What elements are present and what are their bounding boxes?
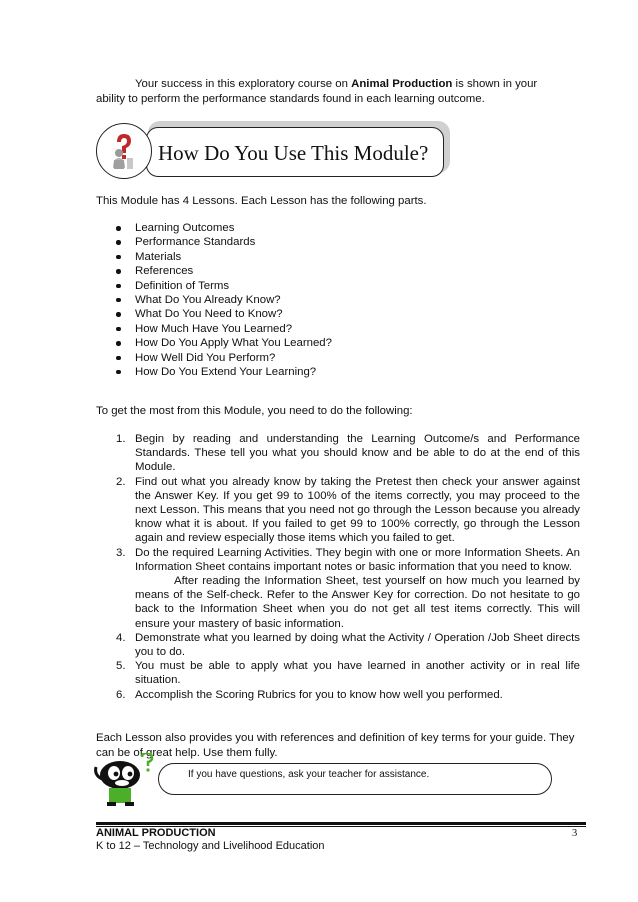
step-item xyxy=(96,659,580,687)
bullet-icon xyxy=(116,226,121,231)
step-number: 1. xyxy=(116,433,126,445)
bullet-icon xyxy=(116,341,121,346)
step-item xyxy=(96,475,580,546)
intro-paragraph xyxy=(96,77,556,107)
bullet-icon xyxy=(116,269,121,274)
footer-title: ANIMAL PRODUCTION xyxy=(96,827,216,839)
step-text: You must be able to apply what you have learned in another activity or in real life situation. xyxy=(135,660,580,687)
list-item-label: How Do You Apply What You Learned? xyxy=(135,337,332,350)
list-item xyxy=(96,307,496,321)
list-item xyxy=(96,250,496,264)
bullet-icon xyxy=(116,240,121,245)
banner-icon-circle xyxy=(96,123,152,179)
footer-rule-thick xyxy=(96,822,586,825)
list-item-label: What Do You Need to Know? xyxy=(135,308,283,321)
step-number: 6. xyxy=(116,688,126,701)
list-item xyxy=(96,221,496,235)
step-text: Accomplish the Scoring Rubrics for you to know how well you performed. xyxy=(135,688,503,701)
bullet-icon xyxy=(116,370,121,375)
list-item-label: What Do You Already Know? xyxy=(135,293,281,306)
bullet-icon xyxy=(116,312,121,317)
bullet-icon xyxy=(116,255,121,260)
callout-text: If you have questions, ask your teacher for assistance. xyxy=(188,769,430,780)
list-item-label: References xyxy=(135,265,194,278)
step-item xyxy=(96,631,580,659)
thinking-character-icon xyxy=(92,753,162,809)
step-number: 4. xyxy=(116,631,126,644)
intro-text-before: Your success in this exploratory course on xyxy=(135,78,352,90)
bullet-icon xyxy=(116,284,121,289)
steps-list xyxy=(96,432,580,702)
parts-list xyxy=(96,221,496,379)
step-item xyxy=(96,688,580,702)
list-item-label: How Well Did You Perform? xyxy=(135,351,276,364)
bullet-icon xyxy=(116,298,121,303)
intro-text-after: is shown in your ability to perform the performance standards found in each learning outcome. xyxy=(96,78,538,105)
step-text: Demonstrate what you learned by doing what the Activity / Operation /Job Sheet directs you to do. xyxy=(135,631,580,659)
list-item-label: Definition of Terms xyxy=(135,279,230,292)
list-item xyxy=(96,365,496,379)
step-text: Begin by reading and understanding the Learning Outcome/s and Performance Standards. These tell you what you should know and be able to do at the end of this Module. xyxy=(135,433,580,474)
page-number: 3 xyxy=(572,828,578,839)
list-item xyxy=(96,322,496,336)
question-mark-icon xyxy=(97,124,150,177)
section-banner xyxy=(96,119,452,181)
callout xyxy=(92,753,562,805)
list-item xyxy=(96,235,496,249)
list-item xyxy=(96,336,496,350)
bullet-icon xyxy=(116,327,121,332)
step-text: Find out what you already know by taking the Pretest then check your answer against the Answer Key. If you get 99 to 100% of the items correctly, you may proceed to the next Lesson. This means that you need not go through the Lesson because you already know what it is about. If you failed to get 99 to 100% correctly, go through the Lesson again and review especially those items which you failed to get. xyxy=(135,475,580,545)
closing-paragraph: Each Lesson also provides you with references and definition of key terms for your guide. They can be of great help. Use them fully. xyxy=(96,732,575,759)
list-item xyxy=(96,293,496,307)
lesson-intro: This Module has 4 Lessons. Each Lesson has the following parts. xyxy=(96,195,427,207)
course-name: Animal Production xyxy=(351,78,453,90)
step-number: 2. xyxy=(116,475,126,488)
list-item-label: How Much Have You Learned? xyxy=(135,322,293,335)
step-number: 5. xyxy=(116,660,126,673)
list-item xyxy=(96,264,496,278)
list-item-label: How Do You Extend Your Learning? xyxy=(135,365,317,378)
step-item xyxy=(96,546,580,631)
list-item xyxy=(96,279,496,293)
step-number: 3. xyxy=(116,546,126,559)
list-item-label: Learning Outcomes xyxy=(135,222,235,234)
bullet-icon xyxy=(116,356,121,361)
step-text: Do the required Learning Activities. They begin with one or more Information Sheets. An Information Sheet contains important notes or basic information that you need to know. xyxy=(135,546,580,573)
list-item-label: Materials xyxy=(135,250,182,263)
list-item xyxy=(96,351,496,365)
step-subtext: After reading the Information Sheet, test yourself on how much you learned by means of the Self-check. Refer to the Answer Key for correction. Do not hesitate to go back to the Information Sheet when you do not get all test items correctly. This will ensure your mastery of basic information. xyxy=(135,575,580,630)
banner-title: How Do You Use This Module? xyxy=(158,141,429,165)
step-item xyxy=(96,432,580,475)
steps-intro: To get the most from this Module, you need to do the following: xyxy=(96,405,413,417)
footer-subtitle: K to 12 – Technology and Livelihood Education xyxy=(96,840,325,852)
list-item-label: Performance Standards xyxy=(135,236,256,249)
